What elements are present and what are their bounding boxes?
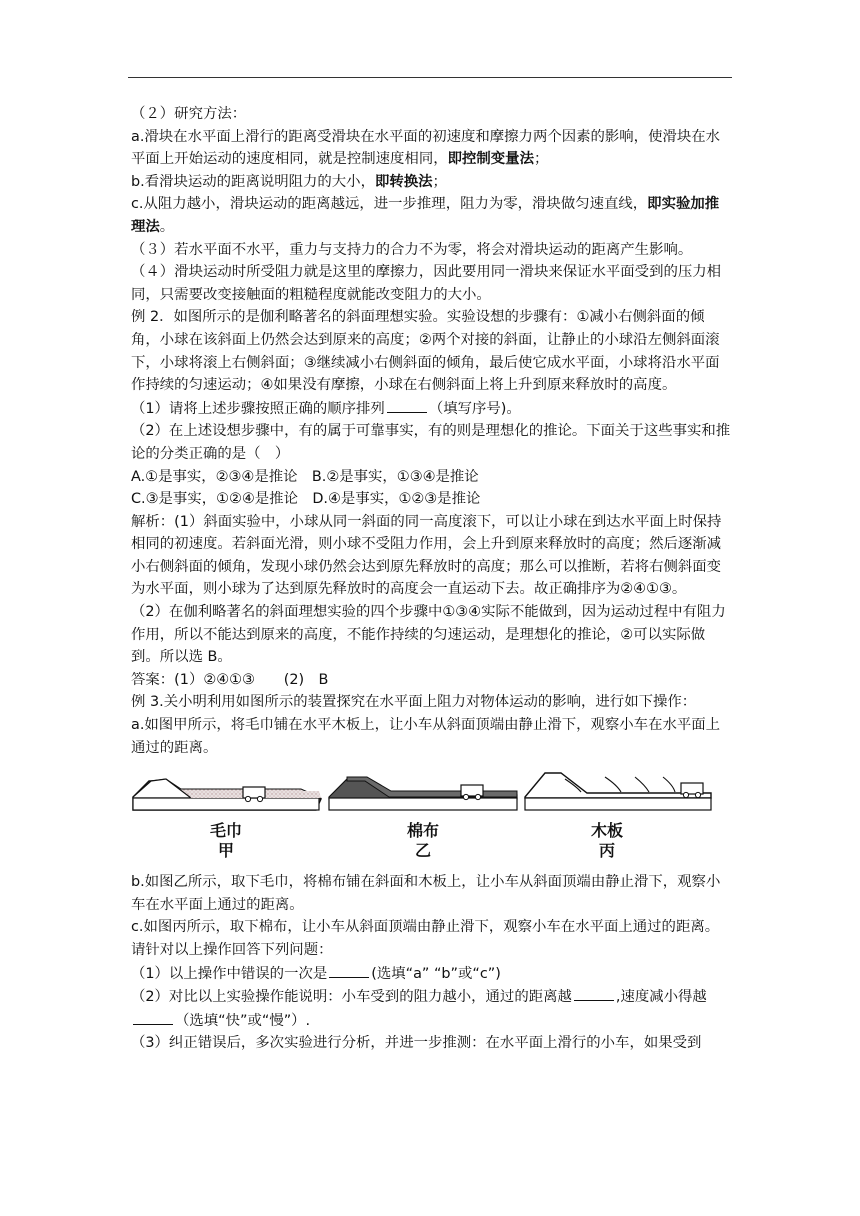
text-run: C.③是事实，①②④是推论 D.④是事实，①②③是推论	[131, 491, 481, 508]
paragraph	[131, 714, 731, 759]
paragraph	[131, 193, 731, 238]
paragraph	[131, 397, 731, 421]
paragraph	[131, 691, 731, 714]
answer-blank[interactable]	[387, 397, 427, 413]
text-run: (选填“a” “b”或“c”)	[371, 965, 501, 982]
panel-cotton	[329, 777, 517, 810]
text-run: 答案：(1）②④①③ (2) B	[131, 671, 329, 688]
text-run: （２）研究方法：	[131, 106, 247, 122]
document-body	[131, 103, 731, 1055]
text-run: c.如图丙所示，取下棉布，让小车从斜面顶端由静止滑下，观察小车在水平面上通过的距离。	[131, 919, 720, 936]
text-run: （选填“快”或“慢”）.	[175, 1012, 311, 1029]
paragraph	[131, 488, 731, 511]
paragraph	[131, 126, 731, 171]
paragraph	[131, 985, 731, 1032]
caption-wood	[577, 821, 637, 861]
caption-towel-label: 甲	[217, 841, 234, 861]
caption-towel-material: 毛巾	[209, 821, 242, 841]
paragraph	[131, 1032, 731, 1055]
text-run: 。	[159, 218, 175, 235]
caption-cotton-label: 乙	[414, 841, 431, 861]
text-run: （1）以上操作中错误的一次是	[131, 965, 328, 982]
paragraph	[131, 306, 731, 396]
text-run: （４）滑块运动时所受阻力就是这里的摩擦力，因此要用同一滑块来保证水平面受到的压力相同，只需要改变接触面的粗糙程度就能改变阻力的大小。	[131, 264, 722, 303]
paragraph	[131, 103, 731, 126]
text-run: a.如图甲所示，将毛巾铺在水平木板上，让小车从斜面顶端由静止滑下，观察小车在水平面上通过的距离。	[131, 717, 721, 756]
header-rule	[128, 77, 732, 78]
text-run: （填写序号)。	[428, 400, 521, 417]
text-run: ；	[533, 151, 549, 168]
text-run: b.看滑块运动的距离说明阻力的大小，	[131, 173, 375, 190]
paragraph	[131, 171, 731, 194]
caption-cotton-material: 棉布	[406, 821, 439, 841]
answer-blank[interactable]	[133, 1009, 173, 1025]
caption-towel	[196, 821, 256, 861]
text-run: 请针对以上操作回答下列问题：	[131, 942, 333, 958]
experiment-figure	[131, 769, 731, 869]
paragraph	[131, 466, 731, 489]
panel-towel	[133, 779, 321, 810]
bold-text: 即控制变量法	[447, 151, 534, 168]
text-block-1	[131, 103, 731, 759]
text-run: c.从阻力越小，滑块运动的距离越远，进一步推理，阻力为零，滑块做匀速直线，	[131, 196, 648, 213]
bold-text: 即实验加推理法	[131, 196, 720, 235]
caption-cotton	[393, 821, 453, 861]
text-run: b.如图乙所示，取下毛巾，将棉布铺在斜面和木板上，让小车从斜面顶端由静止滑下，观察小车在水平面上通过的距离。	[131, 874, 721, 913]
text-run: （３）若水平面不水平，重力与支持力的合力不为零，将会对滑块运动的距离产生影响。	[131, 241, 693, 258]
paragraph	[131, 962, 731, 986]
text-run: （1）请将上述步骤按照正确的顺序排列	[131, 400, 385, 417]
caption-wood-label: 丙	[598, 841, 615, 861]
paragraph	[131, 239, 731, 262]
text-run: ,速度减小得越	[615, 989, 707, 1006]
text-run: ；	[432, 173, 447, 190]
caption-wood-material: 木板	[590, 821, 623, 841]
paragraph	[131, 601, 731, 669]
text-block-2	[131, 871, 731, 1055]
paragraph	[131, 669, 731, 692]
paragraph	[131, 511, 731, 601]
text-run: （2）在上述设想步骤中，有的属于可靠事实，有的则是理想化的推论。下面关于这些事实和推论的分类正确的是（ ）	[131, 423, 731, 462]
text-run: A.①是事实，②③④是推论 B.②是事实，①③④是推论	[131, 468, 479, 485]
paragraph	[131, 939, 731, 962]
text-run: 例 2．如图所示的是伽利略著名的斜面理想实验。实验设想的步骤有：①减小右侧斜面的倾角，小球在该斜面上仍然会达到原来的高度；②两个对接的斜面，让静止的小球沿左侧斜面滚下，小球将滚上右侧斜面；③继续减小右侧斜面的倾角，最后使它成水平面，小球将沿水平面作持续的匀速运动；④如果没有摩擦，小球在右侧斜面上将上升到原来释放时的高度。	[131, 309, 720, 394]
text-run: 解析：(1）斜面实验中，小球从同一斜面的同一高度滚下，可以让小球在到达水平面上时保持相同的初速度。若斜面光滑，则小球不受阻力作用，会上升到原来释放时的高度；然后逐渐减小右侧斜面的倾角，发现小球仍然会达到原先释放时的高度；那么可以推断，若将右侧斜面变为水平面，则小球为了达到原先释放时的高度会一直运动下去。故正确排序为②④①③。	[131, 513, 722, 598]
answer-blank[interactable]	[574, 985, 614, 1001]
text-run: a.滑块在水平面上滑行的距离受滑块在水平面的初速度和摩擦力两个因素的影响，使滑块在水平面上开始运动的速度相同，就是控制速度相同，	[131, 128, 721, 168]
paragraph	[131, 871, 731, 916]
answer-blank[interactable]	[329, 962, 369, 978]
text-run: （2）在伽利略著名的斜面理想实验的四个步骤中①③④实际不能做到，因为运动过程中有阻力作用，所以不能达到原来的高度，不能作持续的匀速运动，是理想化的推论，②可以实际做到。所以选 B。	[131, 604, 726, 666]
text-run: （2）对比以上实验操作能说明：小车受到的阻力越小，通过的距离越	[131, 989, 572, 1006]
paragraph	[131, 916, 731, 939]
panel-wood	[525, 773, 711, 810]
paragraph	[131, 261, 731, 306]
text-run: 例 3.关小明利用如图所示的装置探究在水平面上阻力对物体运动的影响，进行如下操作：	[131, 694, 697, 711]
text-run: （3）纠正错误后，多次实验进行分析，并进一步推测：在水平面上滑行的小车，如果受到	[131, 1035, 702, 1052]
paragraph	[131, 420, 731, 465]
bold-text: 即转换法	[374, 173, 433, 190]
